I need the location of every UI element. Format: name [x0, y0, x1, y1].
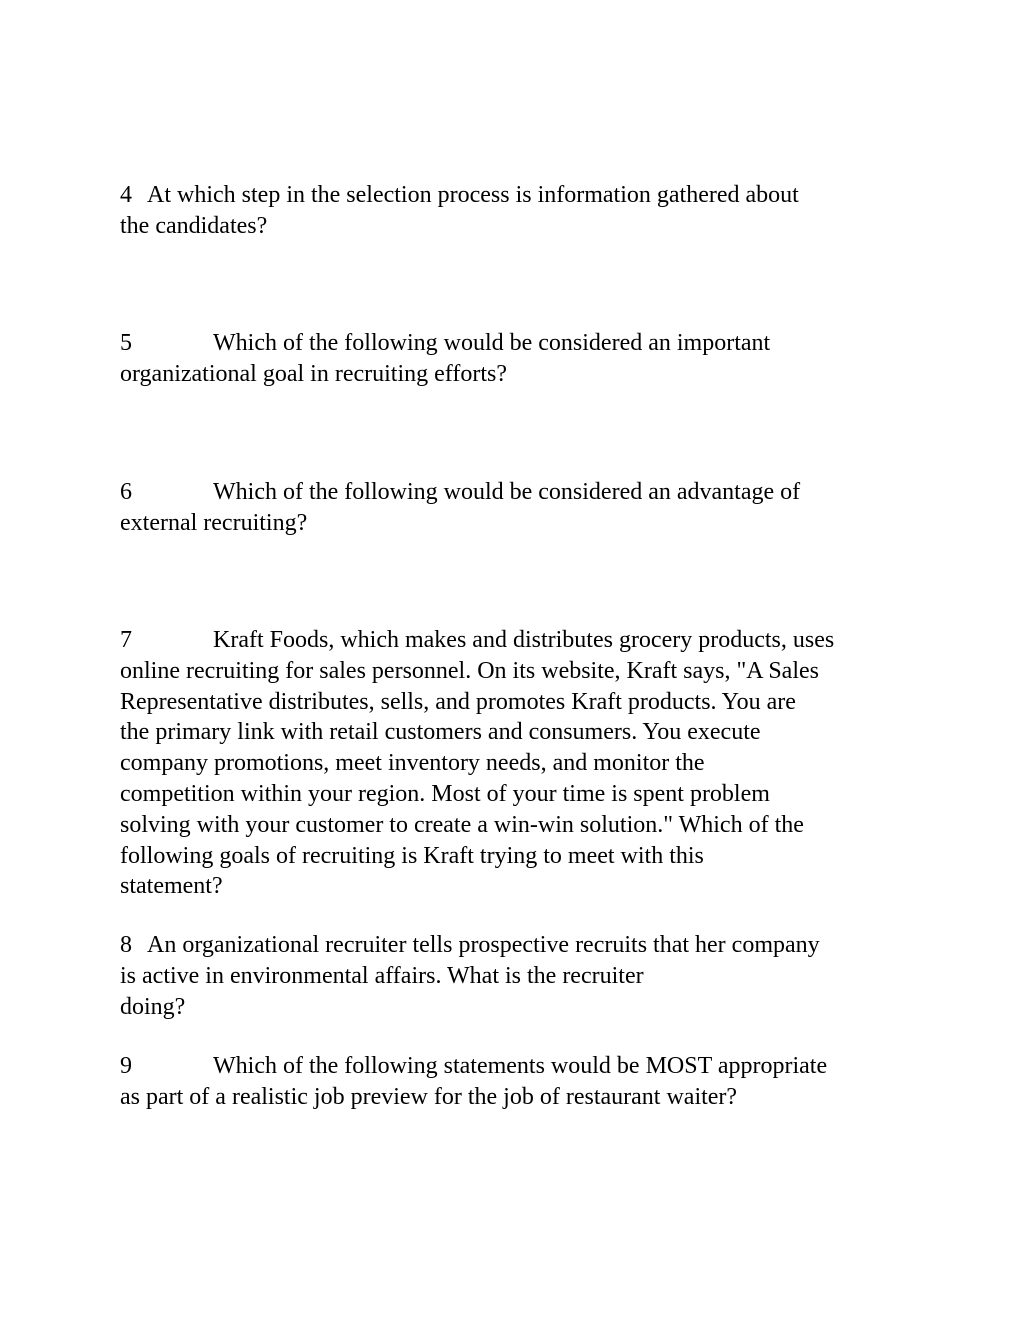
question-7	[120, 625, 920, 902]
question-9	[120, 1051, 920, 1113]
question-text-line: company promotions, meet inventory needs, and monitor the	[120, 750, 705, 777]
question-4	[120, 180, 920, 242]
question-text-line: Kraft Foods, which makes and distributes grocery products, uses	[213, 627, 835, 653]
question-text-line: Which of the following would be considered an advantage of	[213, 479, 801, 505]
question-6	[120, 477, 920, 539]
question-text-line: Representative distributes, sells, and promotes Kraft products. You are	[120, 688, 796, 715]
question-text-line: online recruiting for sales personnel. On its website, Kraft says, "A Sales	[120, 657, 819, 684]
question-text-line: following goals of recruiting is Kraft trying to meet with this	[120, 842, 704, 869]
question-text-line: external recruiting?	[120, 509, 308, 536]
question-number: 9	[120, 1053, 132, 1079]
question-text-line: the primary link with retail customers and consumers. You execute	[120, 719, 761, 746]
question-number: 8	[120, 932, 132, 958]
question-5	[120, 328, 920, 390]
question-8	[120, 930, 920, 1022]
question-text-line: is active in environmental affairs. What is the recruiter	[120, 962, 644, 989]
question-text-line: Which of the following statements would be MOST appropriate	[213, 1053, 828, 1079]
question-text-line: solving with your customer to create a win-win solution." Which of the	[120, 811, 804, 838]
question-text-line: competition within your region. Most of your time is spent problem	[120, 780, 770, 807]
question-number: 6	[120, 479, 132, 505]
question-text-line: the candidates?	[120, 212, 268, 239]
question-number: 5	[120, 330, 132, 356]
question-text-line: An organizational recruiter tells prospective recruits that her company	[147, 932, 820, 958]
question-text-line: statement?	[120, 873, 223, 900]
question-text-line: Which of the following would be considered an important	[213, 330, 771, 356]
question-text-line: organizational goal in recruiting efforts?	[120, 360, 507, 387]
question-text-line: doing?	[120, 993, 186, 1020]
question-number: 4	[120, 182, 132, 208]
question-text-line: as part of a realistic job preview for the job of restaurant waiter?	[120, 1083, 738, 1110]
question-number: 7	[120, 627, 132, 653]
question-text-line: At which step in the selection process is information gathered about	[147, 182, 799, 208]
